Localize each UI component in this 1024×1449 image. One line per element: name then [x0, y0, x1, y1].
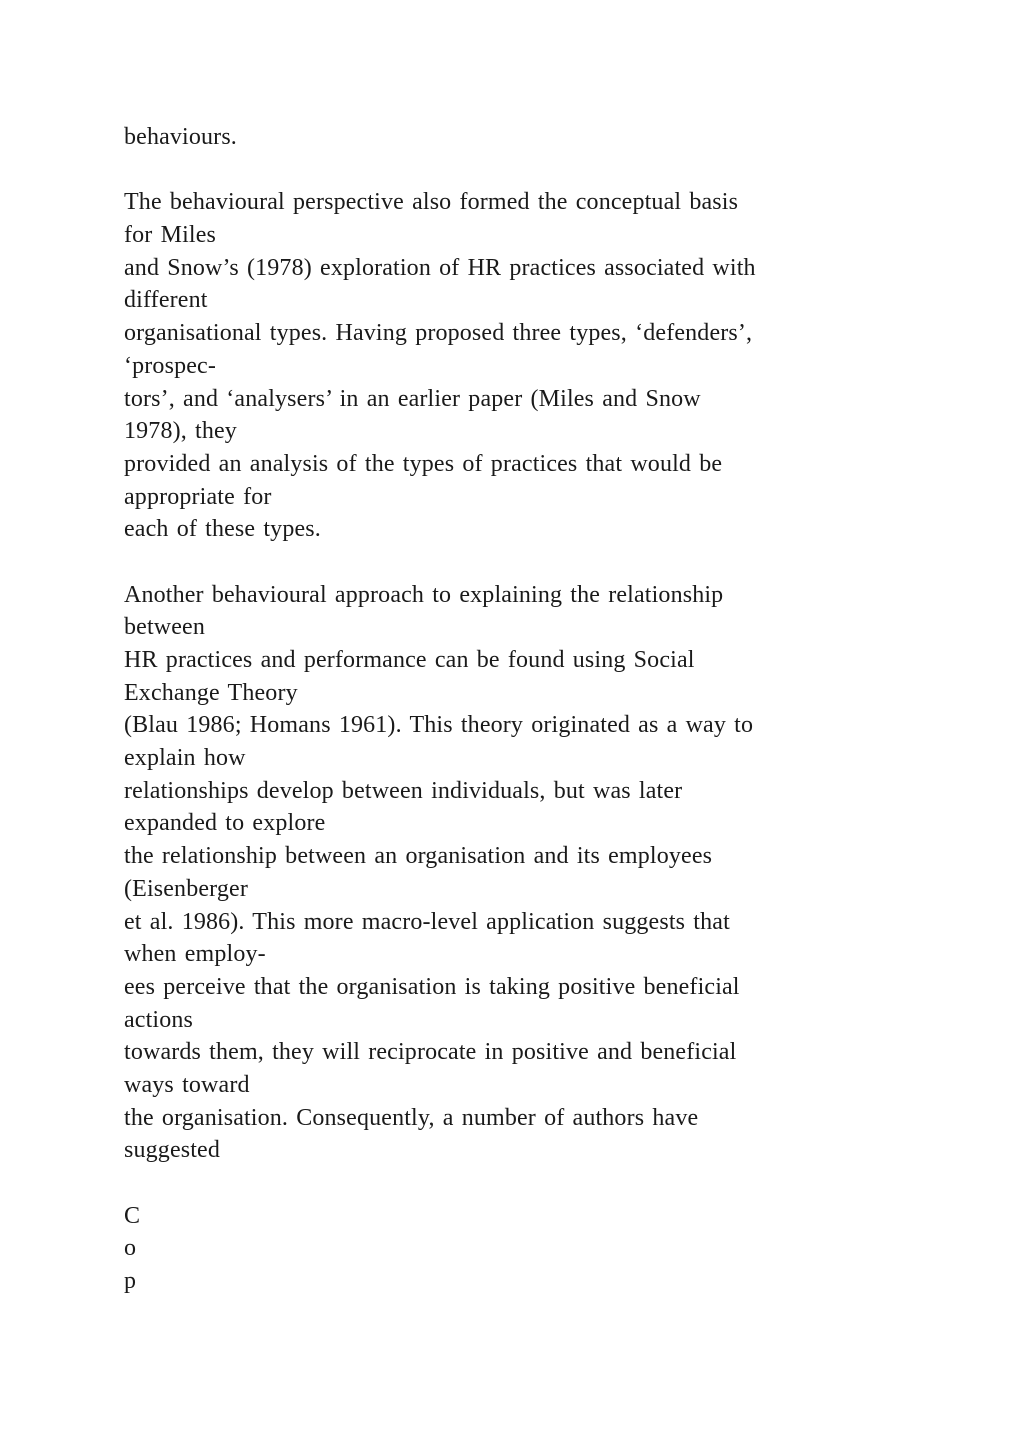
text-line: p [124, 1268, 137, 1295]
text-line: actions [124, 1006, 194, 1033]
text-line: ‘prospec- [124, 352, 216, 379]
text-line: when employ- [124, 941, 266, 968]
text-line: expanded to explore [124, 810, 326, 837]
text-line: suggested [124, 1137, 221, 1164]
text-line: provided an analysis of the types of practices that would be [124, 450, 723, 477]
text-line: (Eisenberger [124, 875, 248, 902]
text-line: explain how [124, 745, 246, 772]
text-line: the organisation. Consequently, a number of authors have [124, 1104, 699, 1131]
paragraph-intro [124, 121, 984, 154]
text-line: between [124, 614, 206, 641]
text-line: HR practices and performance can be found using Social [124, 647, 695, 673]
text-line: (Blau 1986; Homans 1961). This theory originated as a way to [124, 712, 754, 739]
document-body [124, 121, 984, 1298]
paragraph-miles-snow [124, 186, 984, 546]
text-line: the relationship between an organisation and its employees [124, 843, 713, 870]
text-line: behaviours. [124, 124, 237, 150]
text-line: tors’, and ‘analysers’ in an earlier paper (Miles and Snow [124, 385, 701, 412]
text-line: organisational types. Having proposed three types, ‘defenders’, [124, 320, 753, 347]
text-line: The behavioural perspective also formed the conceptual basis [124, 189, 739, 216]
paragraph-social-exchange [124, 579, 984, 1167]
text-line: et al. 1986). This more macro-level application suggests that [124, 908, 730, 935]
text-line: appropriate for [124, 483, 272, 510]
text-line: Exchange Theory [124, 679, 298, 706]
vertical-text-fragment [124, 1200, 984, 1298]
text-line: o [124, 1235, 137, 1262]
paragraph-gap [124, 154, 984, 187]
text-line: ways toward [124, 1071, 250, 1098]
text-line: C [124, 1202, 141, 1229]
text-line: for Miles [124, 222, 217, 249]
paragraph-gap [124, 546, 984, 579]
text-line: and Snow’s (1978) exploration of HR practices associated with [124, 254, 756, 281]
text-line: each of these types. [124, 516, 321, 543]
text-line: different [124, 287, 208, 314]
paragraph-gap [124, 1167, 984, 1200]
text-line: 1978), they [124, 418, 237, 445]
text-line: Another behavioural approach to explaining the relationship [124, 581, 724, 608]
text-line: ees perceive that the organisation is taking positive beneficial [124, 973, 740, 1000]
text-line: relationships develop between individuals, but was later [124, 777, 683, 804]
text-line: towards them, they will reciprocate in positive and beneficial [124, 1039, 737, 1066]
